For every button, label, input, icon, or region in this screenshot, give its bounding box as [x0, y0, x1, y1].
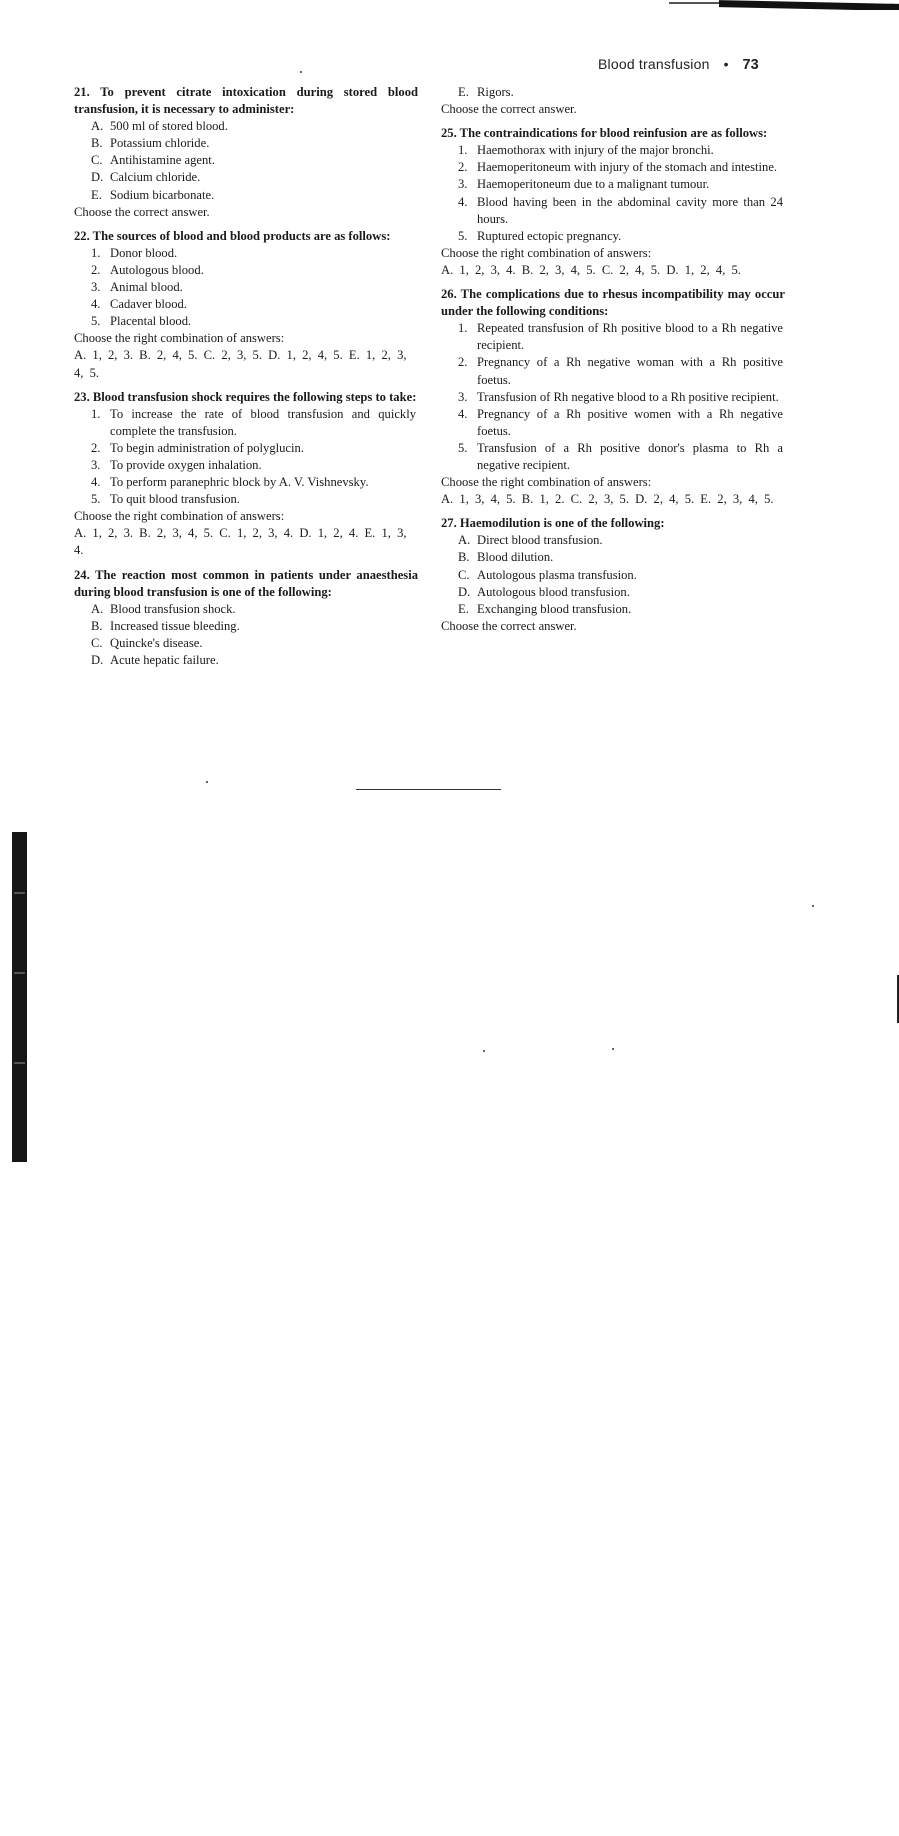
answer-option: [441, 389, 785, 406]
option-label: E.: [91, 187, 102, 202]
scan-speck: [483, 1050, 485, 1052]
option-text: Cadaver blood.: [110, 297, 187, 312]
option-label: 4.: [458, 406, 468, 421]
option-label: 1.: [91, 245, 101, 260]
answer-option: [441, 142, 785, 159]
option-text: Pregnancy of a Rh negative woman with a Rh positive foetus.: [477, 355, 783, 387]
question-title: 26. The complications due to rhesus incompatibility may occur under the following conditions:: [441, 287, 785, 319]
answer-option: [74, 406, 418, 440]
answer-option: [441, 159, 785, 176]
answer-option: [74, 313, 418, 330]
answer-options: [441, 532, 785, 617]
question-instruction: Choose the right combination of answers:: [441, 245, 652, 260]
answer-combinations: A. 1, 2, 3. B. 2, 3, 4, 5. C. 1, 2, 3, 4. D. 1, 2, 4. E. 1, 3, 4.: [74, 526, 407, 558]
answer-option: [74, 169, 418, 186]
option-label: 4.: [458, 194, 468, 209]
question-24: [74, 567, 418, 670]
question-title: 24. The reaction most common in patients under anaesthesia during blood transfusion is one of the following:: [74, 567, 418, 599]
option-label: 3.: [458, 389, 468, 404]
option-label: C.: [458, 567, 470, 582]
answer-option: [74, 635, 418, 652]
scan-speck: [300, 71, 302, 73]
option-label: E.: [458, 85, 469, 99]
option-text: Blood having been in the abdominal cavity more than 24 hours.: [477, 194, 783, 226]
scan-tick: [14, 972, 25, 974]
option-text: Exchanging blood transfusion.: [477, 601, 632, 616]
option-label: 5.: [458, 440, 468, 455]
option-label: 5.: [91, 492, 101, 507]
option-label: 1.: [91, 406, 101, 421]
answer-option: [441, 549, 785, 566]
option-label: 3.: [458, 177, 468, 192]
question-27: [441, 515, 785, 635]
answer-option: [74, 491, 418, 508]
right-column: [441, 84, 785, 642]
option-label: 4.: [91, 475, 101, 490]
question-25: [441, 125, 785, 279]
answer-option: [74, 245, 418, 262]
scan-edge-bar: [719, 0, 899, 10]
option-label: B.: [91, 136, 103, 151]
question-22: [74, 228, 418, 382]
question-instruction: Choose the right combination of answers:: [441, 475, 652, 490]
option-text: Ruptured ectopic pregnancy.: [477, 228, 622, 243]
option-text: To increase the rate of blood transfusion and quickly complete the transfusion.: [110, 406, 416, 438]
option-text: Blood dilution.: [477, 550, 554, 565]
answer-option: [74, 187, 418, 204]
option-label: A.: [458, 533, 471, 548]
option-text: Autologous blood transfusion.: [477, 584, 630, 599]
answer-options: [441, 142, 785, 245]
question-24-continued: [441, 84, 785, 118]
answer-option: [441, 406, 785, 440]
option-label: 3.: [91, 457, 101, 472]
question-21: [74, 84, 418, 221]
option-label: 2.: [458, 160, 468, 175]
option-text: Placental blood.: [110, 314, 192, 329]
header-bullet: •: [723, 56, 729, 72]
option-label: E.: [458, 601, 469, 616]
option-label: C.: [91, 153, 103, 168]
answer-option: [74, 457, 418, 474]
option-text: Haemoperitoneum due to a malignant tumour.: [477, 177, 710, 192]
option-label: 2.: [458, 355, 468, 370]
option-text: Antihistamine agent.: [110, 153, 215, 168]
answer-option: [441, 194, 785, 228]
answer-option: [441, 84, 785, 101]
answer-option: [441, 601, 785, 618]
scan-edge-line: [669, 2, 724, 4]
option-label: B.: [91, 618, 103, 633]
answer-option: [74, 118, 418, 135]
answer-options: [74, 406, 418, 509]
answer-options: [74, 245, 418, 330]
answer-combinations: A. 1, 2, 3, 4. B. 2, 3, 4, 5. C. 2, 4, 5. D. 1, 2, 4, 5.: [441, 262, 741, 277]
question-title: 25. The contraindications for blood reinfusion are as follows:: [441, 126, 768, 141]
answer-option: [74, 618, 418, 635]
option-text: Increased tissue bleeding.: [110, 618, 240, 633]
answer-option: [441, 354, 785, 388]
question-23: [74, 389, 418, 560]
answer-option: [74, 135, 418, 152]
answer-option: [74, 440, 418, 457]
question-instruction: Choose the right combination of answers:: [74, 331, 285, 346]
option-label: 5.: [91, 314, 101, 329]
answer-option: [441, 567, 785, 584]
option-label: D.: [91, 170, 104, 185]
option-text: Animal blood.: [110, 280, 183, 295]
question-instruction: Choose the correct answer.: [441, 618, 577, 633]
option-text: Donor blood.: [110, 245, 178, 260]
option-label: 4.: [91, 297, 101, 312]
option-label: 1.: [458, 321, 468, 336]
scan-tick: [14, 892, 25, 894]
question-title: 23. Blood transfusion shock requires the following steps to take:: [74, 389, 417, 404]
question-title: 21. To prevent citrate intoxication during stored blood transfusion, it is necessary to administer:: [74, 85, 418, 117]
option-text: Pregnancy of a Rh positive women with a Rh negative foetus.: [477, 406, 783, 438]
question-26: [441, 286, 785, 508]
scan-speck: [812, 905, 814, 907]
left-column: [74, 84, 418, 676]
option-text: To provide oxygen inhalation.: [110, 457, 262, 472]
answer-option: [74, 296, 418, 313]
option-text: To begin administration of polyglucin.: [110, 440, 304, 455]
option-label: C.: [91, 635, 103, 650]
scan-edge-top: [669, 0, 899, 10]
option-text: Haemothorax with injury of the major bronchi.: [477, 143, 714, 158]
option-text: To quit blood transfusion.: [110, 492, 240, 507]
answer-option: [441, 584, 785, 601]
question-instruction: Choose the correct answer.: [74, 204, 210, 219]
option-text: Sodium bicarbonate.: [110, 187, 215, 202]
option-label: 2.: [91, 440, 101, 455]
option-label: A.: [91, 119, 104, 134]
answer-option: [74, 601, 418, 618]
answer-combinations: A. 1, 3, 4, 5. B. 1, 2. C. 2, 3, 5. D. 2, 4, 5. E. 2, 3, 4, 5.: [441, 492, 774, 507]
option-text: Quincke's disease.: [110, 635, 203, 650]
option-text: Acute hepatic failure.: [110, 653, 219, 667]
option-label: 2.: [91, 262, 101, 277]
answer-option: [441, 440, 785, 474]
option-label: B.: [458, 550, 470, 565]
scan-edge-left: [12, 832, 27, 1162]
answer-option: [74, 152, 418, 169]
answer-option: [441, 176, 785, 193]
scan-tick: [14, 1062, 25, 1064]
section-end-rule: [356, 789, 501, 790]
option-text: Autologous blood.: [110, 262, 204, 277]
option-label: D.: [458, 584, 471, 599]
answer-option: [74, 474, 418, 491]
answer-option: [441, 228, 785, 245]
option-text: Repeated transfusion of Rh positive blood to a Rh negative recipient.: [477, 321, 783, 353]
option-label: 5.: [458, 228, 468, 243]
option-text: 500 ml of stored blood.: [110, 119, 228, 134]
question-instruction: Choose the correct answer.: [441, 102, 577, 117]
option-text: Calcium chloride.: [110, 170, 201, 185]
answer-options: [74, 601, 418, 669]
scan-speck: [206, 781, 208, 783]
option-label: D.: [91, 653, 104, 667]
answer-combinations: A. 1, 2, 3. B. 2, 4, 5. C. 2, 3, 5. D. 1, 2, 4, 5. E. 1, 2, 3, 4, 5.: [74, 348, 407, 380]
option-text: Direct blood transfusion.: [477, 533, 603, 548]
answer-option: [441, 320, 785, 354]
option-text: To perform paranephric block by A. V. Vishnevsky.: [110, 475, 369, 490]
option-text: Transfusion of a Rh positive donor's plasma to Rh a negative recipient.: [477, 440, 783, 472]
option-text: Autologous plasma transfusion.: [477, 567, 637, 582]
question-instruction: Choose the right combination of answers:: [74, 509, 285, 524]
option-text: Transfusion of Rh negative blood to a Rh positive recipient.: [477, 389, 779, 404]
question-title: 27. Haemodilution is one of the following:: [441, 516, 665, 531]
answer-options: [441, 84, 785, 101]
question-title: 22. The sources of blood and blood products are as follows:: [74, 228, 391, 243]
option-label: A.: [91, 601, 104, 616]
answer-option: [441, 532, 785, 549]
option-label: 3.: [91, 280, 101, 295]
running-header: [598, 56, 793, 76]
option-text: Rigors.: [477, 85, 514, 99]
scan-speck: [612, 1048, 614, 1050]
answer-option: [74, 262, 418, 279]
answer-option: [74, 652, 418, 669]
answer-option: [74, 279, 418, 296]
answer-options: [74, 118, 418, 203]
header-title: Blood transfusion: [598, 56, 710, 72]
option-text: Haemoperitoneum with injury of the stomach and intestine.: [477, 160, 778, 175]
option-text: Potassium chloride.: [110, 136, 210, 151]
answer-options: [441, 320, 785, 474]
option-label: 1.: [458, 143, 468, 158]
option-text: Blood transfusion shock.: [110, 601, 236, 616]
page-number: 73: [742, 57, 759, 73]
